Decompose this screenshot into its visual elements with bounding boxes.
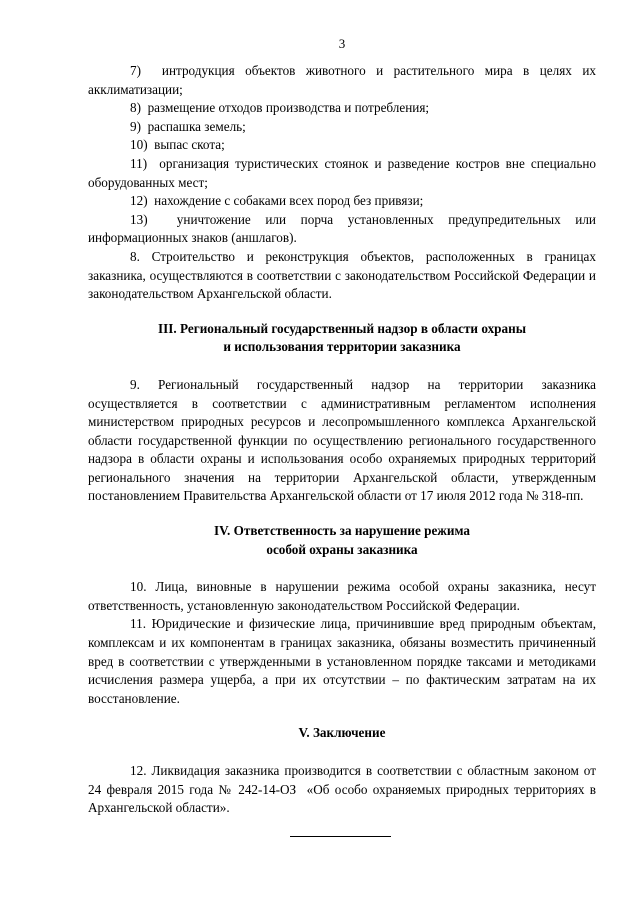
spacer: [88, 304, 596, 320]
document-body: [88, 62, 596, 818]
list-item-7: 7) интродукция объектов животного и растительного мира в целях их акклиматизации;: [88, 63, 596, 97]
list-item-10: 10) выпас скота;: [130, 137, 225, 153]
section-5-heading: V. Заключение: [298, 725, 386, 741]
section-3-heading-line-1: III. Региональный государственный надзор в области охраны: [157, 320, 526, 336]
page-number: 3: [338, 36, 346, 51]
section-4-heading-line-1: IV. Ответственность за нарушение режима: [214, 523, 470, 539]
paragraph-8: 8. Строительство и реконструкция объектов, расположенных в границах заказника, осуществляются в соответствии с законодательством Российской Федерации и законодательством Архангельской области.: [88, 248, 596, 302]
list-item-8: 8) размещение отходов производства и потребления;: [130, 100, 430, 116]
list-item-11: 11) организация туристических стоянок и разведение костров вне специально оборудованных мест;: [88, 155, 596, 190]
spacer: [88, 708, 596, 724]
paragraph-10: 10. Лица, виновные в нарушении режима особой охраны заказника, несут ответственность, установленную законодательством Российской Федерации.: [88, 579, 596, 613]
section-4-heading-line-2: особой охраны заказника: [266, 541, 418, 557]
spacer: [88, 357, 596, 376]
list-item-12: 12) нахождение с собаками всех пород без привязи;: [130, 193, 424, 209]
section-3-heading-line-2: и использования территории заказника: [223, 339, 461, 355]
spacer: [88, 559, 596, 578]
paragraph-9: 9. Региональный государственный надзор на территории заказника осуществляется в соответствии с административным регламентом исполнения министерством природных ресурсов и лесопромышленного комплекса Архангельской области государственной функции по осуществлению регионального государственного надзора в области охраны и использования особо охраняемых природных территорий регионального значения на территории Архангельской области, утвержденным постановлением Правительства Архангельской области от 17 июля 2012 года № 318-пп.: [88, 376, 596, 504]
paragraph-11: 11. Юридические и физические лица, причинившие вред природным объектам, комплексам и их компонентам в границах заказника, обязаны возместить причиненный вред в соответствии с утвержденными в установленном порядке таксами и методиками исчисления размера ущерба, а при их отсутствии – по фактическим затратам на их восстановление.: [88, 616, 596, 706]
spacer: [88, 506, 596, 522]
list-item-9: 9) распашка земель;: [130, 118, 246, 134]
end-of-document-rule: [290, 836, 391, 837]
spacer: [88, 743, 596, 762]
paragraph-12: 12. Ликвидация заказника производится в соответствии с областным законом от 24 февраля 2015 года № 242-14-ОЗ «Об особо охраняемых природных территориях в Архангельской области».: [88, 763, 596, 816]
list-item-13: 13) уничтожение или порча установленных предупредительных или информационных знаков (аншлагов).: [88, 211, 596, 246]
